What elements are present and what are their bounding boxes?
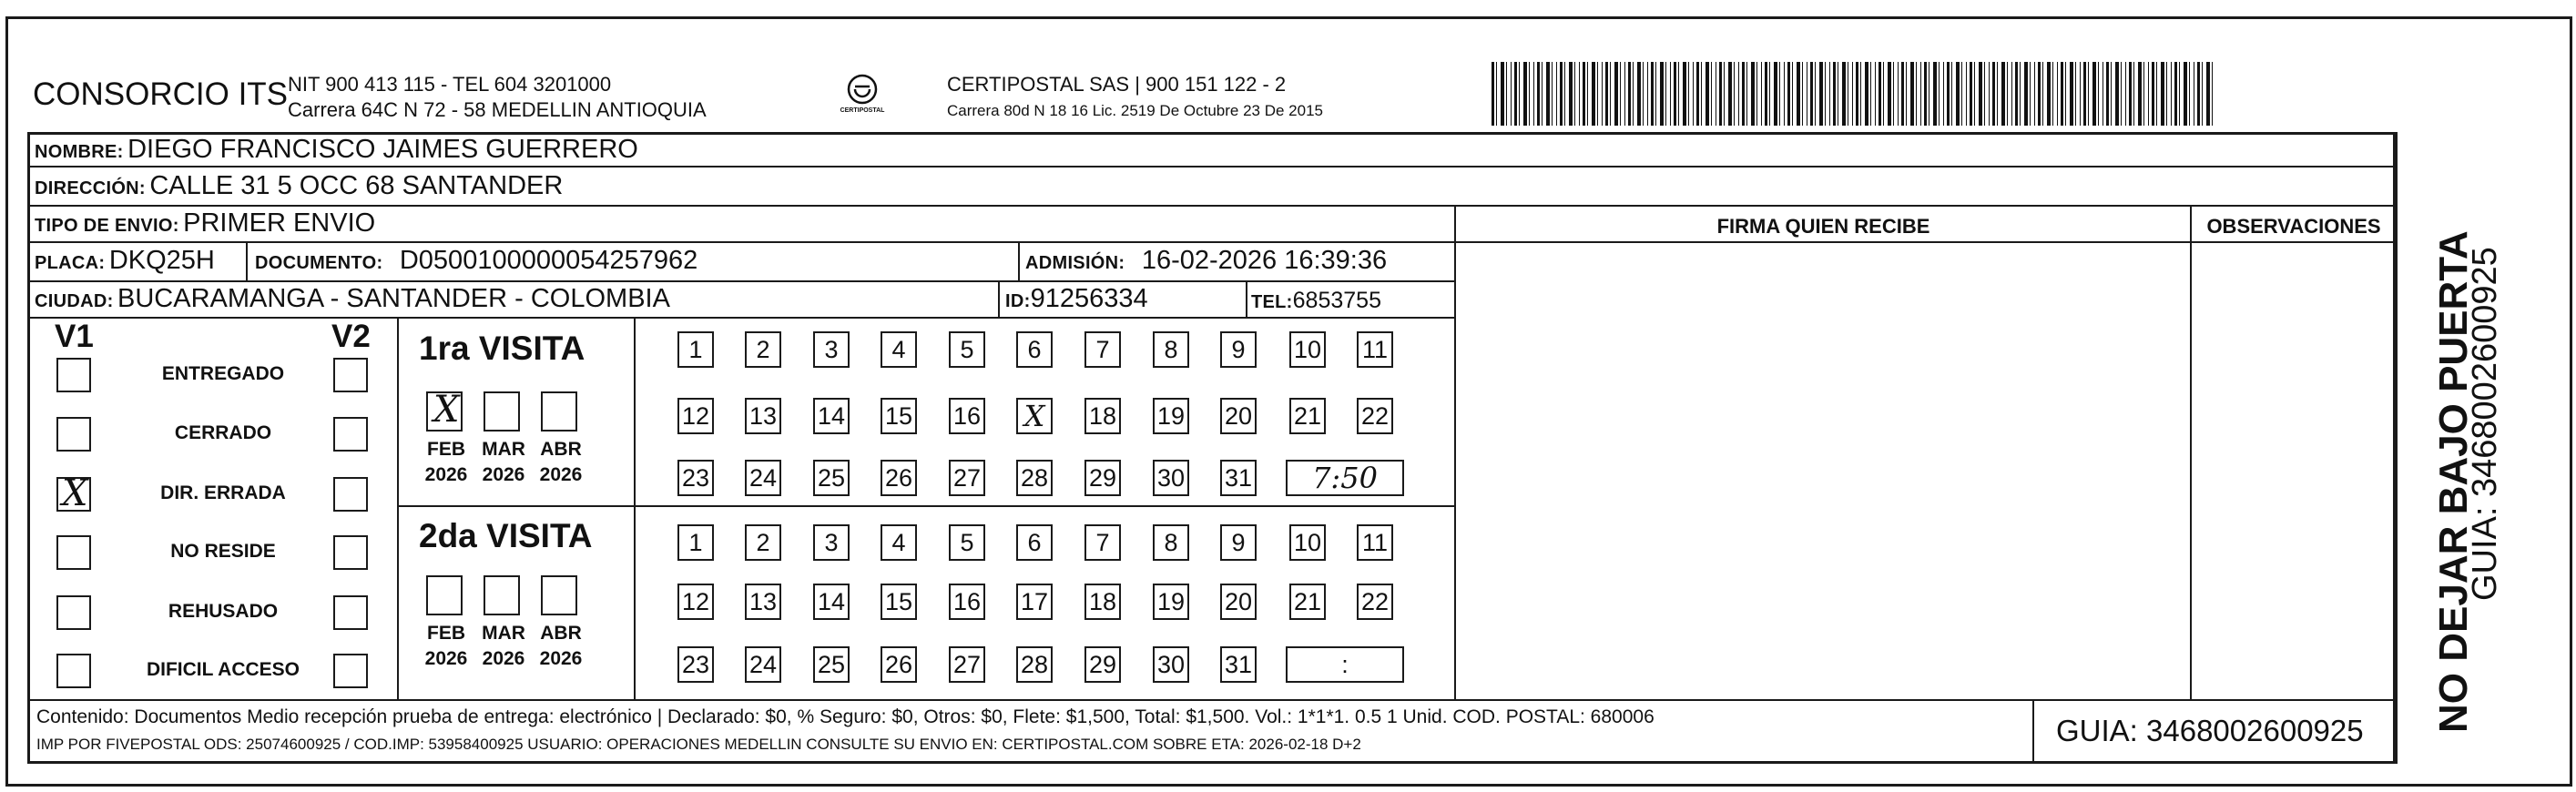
name-row <box>35 135 638 165</box>
day-number: 29 <box>1088 651 1117 678</box>
status-v1-checkbox[interactable] <box>56 535 91 570</box>
day-box[interactable] <box>677 584 714 620</box>
plate-label: PLACA: <box>35 253 106 273</box>
certipostal-logo <box>830 73 894 120</box>
month-label: FEB <box>427 439 465 460</box>
status-v1-checkbox[interactable] <box>56 472 91 514</box>
day-box[interactable] <box>1153 646 1189 683</box>
plate-value: DKQ25H <box>108 246 215 275</box>
rule <box>27 317 1454 319</box>
day-box[interactable] <box>1084 398 1121 434</box>
rule <box>27 241 2396 243</box>
city-value: BUCARAMANGA - SANTANDER - COLOMBIA <box>117 284 670 313</box>
day-number: 25 <box>817 464 846 492</box>
day-box[interactable] <box>745 646 781 683</box>
day-number: 2 <box>756 336 770 363</box>
day-number: 26 <box>884 464 913 492</box>
day-box[interactable] <box>1220 584 1257 620</box>
day-number: 13 <box>748 402 778 430</box>
month-checkbox[interactable] <box>541 391 577 432</box>
year-label: 2026 <box>482 648 525 669</box>
day-box[interactable] <box>745 398 781 434</box>
day-box[interactable] <box>949 584 985 620</box>
logo-caption: CERTIPOSTAL <box>840 107 885 114</box>
day-box[interactable] <box>881 524 917 561</box>
tel-label: TEL: <box>1251 292 1293 312</box>
rule <box>27 205 2396 207</box>
year-label: 2026 <box>539 648 583 669</box>
admission-value: 16-02-2026 16:39:36 <box>1141 246 1388 275</box>
day-box[interactable] <box>949 524 985 561</box>
day-number: 30 <box>1156 464 1186 492</box>
rule <box>1454 205 1456 701</box>
day-box[interactable] <box>745 331 781 368</box>
day-number: 23 <box>681 464 710 492</box>
day-number: 6 <box>1027 336 1042 363</box>
day-box[interactable] <box>1357 398 1393 434</box>
day-x-mark: X <box>1023 399 1045 433</box>
tel-value: 6853755 <box>1292 288 1381 313</box>
day-number: 8 <box>1164 529 1178 556</box>
day-box[interactable] <box>1016 460 1053 496</box>
day-box[interactable] <box>1153 584 1189 620</box>
day-box[interactable] <box>1153 398 1189 434</box>
rule <box>27 280 1454 282</box>
day-box[interactable] <box>949 398 985 434</box>
time-box[interactable] <box>1286 646 1404 683</box>
day-box[interactable] <box>813 460 850 496</box>
status-label: DIR. ERRADA <box>160 482 286 503</box>
day-number: 22 <box>1360 402 1390 430</box>
day-number: 4 <box>891 529 906 556</box>
day-number: 25 <box>817 651 846 678</box>
day-number: 7 <box>1095 336 1110 363</box>
day-box[interactable] <box>881 646 917 683</box>
day-number: 9 <box>1231 529 1246 556</box>
month-checkbox[interactable] <box>541 575 577 615</box>
document-value: D0500100000054257962 <box>399 246 698 275</box>
day-number: 10 <box>1293 336 1322 363</box>
day-box[interactable] <box>1357 331 1393 368</box>
day-box[interactable] <box>677 398 714 434</box>
day-number: 30 <box>1156 651 1186 678</box>
day-box[interactable] <box>1289 331 1326 368</box>
status-label: REHUSADO <box>168 601 279 622</box>
company-info-line1: NIT 900 413 115 - TEL 604 3201000 <box>288 73 612 96</box>
day-box[interactable] <box>1220 398 1257 434</box>
day-number: 15 <box>884 588 913 615</box>
status-v1-checkbox[interactable] <box>56 595 91 630</box>
month-x-mark: X <box>433 389 460 431</box>
day-box[interactable] <box>745 524 781 561</box>
barcode <box>1492 62 2216 126</box>
day-box[interactable] <box>1084 331 1121 368</box>
month-checkbox[interactable] <box>426 391 463 432</box>
status-label: CERRADO <box>174 422 272 443</box>
day-number: 16 <box>952 588 982 615</box>
rule <box>2032 699 2034 764</box>
time-box[interactable] <box>1286 460 1404 496</box>
rule <box>246 242 248 281</box>
day-number: 17 <box>1020 588 1049 615</box>
address-row <box>35 171 563 201</box>
rule <box>1246 280 1247 318</box>
month-label: MAR <box>482 623 525 644</box>
day-box[interactable] <box>1357 584 1393 620</box>
day-number: 1 <box>688 529 703 556</box>
recipient-name: DIEGO FRANCISCO JAIMES GUERRERO <box>127 135 638 164</box>
day-number: 23 <box>681 651 710 678</box>
day-number: 21 <box>1293 588 1322 615</box>
do-not-leave-warning: NO DEJAR BAJO PUERTA <box>2431 230 2476 733</box>
name-label: NOMBRE: <box>35 142 124 162</box>
day-number: 2 <box>756 529 770 556</box>
rule <box>397 317 399 700</box>
status-v1-checkbox[interactable] <box>56 417 91 452</box>
day-box[interactable] <box>1016 646 1053 683</box>
id-cell <box>1005 284 1148 314</box>
day-box[interactable] <box>1357 524 1393 561</box>
first-visit-title: 1ra VISITA <box>419 330 585 367</box>
status-label: ENTREGADO <box>161 363 285 384</box>
day-box[interactable] <box>677 460 714 496</box>
day-number: 14 <box>817 402 846 430</box>
day-number: 18 <box>1088 588 1117 615</box>
v2-header: V2 <box>331 319 371 354</box>
day-number: 3 <box>824 529 839 556</box>
day-number: 13 <box>748 588 778 615</box>
time-value: 7:50 <box>1312 461 1378 495</box>
status-v2-checkbox[interactable] <box>333 358 368 392</box>
checkbox-x-mark: X <box>62 472 88 514</box>
id-value: 91256334 <box>1030 284 1148 313</box>
day-box[interactable] <box>1220 524 1257 561</box>
day-box[interactable] <box>1220 331 1257 368</box>
day-box[interactable] <box>1084 460 1121 496</box>
tel-cell <box>1251 288 1381 314</box>
day-box[interactable] <box>1153 331 1189 368</box>
year-label: 2026 <box>424 648 468 669</box>
day-box[interactable] <box>1289 524 1326 561</box>
v1-header: V1 <box>55 319 94 354</box>
day-box[interactable] <box>813 331 850 368</box>
type-row <box>35 208 375 239</box>
day-number: 26 <box>884 651 913 678</box>
day-box[interactable] <box>1289 584 1326 620</box>
day-box[interactable] <box>677 331 714 368</box>
id-label: ID: <box>1005 291 1031 311</box>
rule <box>1018 242 1020 281</box>
day-number: 11 <box>1361 529 1389 556</box>
day-box[interactable] <box>677 646 714 683</box>
shipment-type: PRIMER ENVIO <box>183 208 376 238</box>
footer-print-line: IMP POR FIVEPOSTAL ODS: 25074600925 / COD.IMP: 53958400925 USUARIO: OPERACIONES MEDELLIN CONSULTE SU ENVIO EN: CERTIPOSTAL.COM SOBRE ETA: 2026-02-18 D+2 <box>36 736 1361 753</box>
day-box[interactable] <box>813 646 850 683</box>
rule <box>397 505 1454 507</box>
day-box[interactable] <box>881 331 917 368</box>
year-label: 2026 <box>539 464 583 485</box>
status-v1-checkbox[interactable] <box>56 358 91 392</box>
day-number: 28 <box>1020 464 1049 492</box>
rule <box>2396 132 2398 764</box>
day-number: 22 <box>1360 588 1390 615</box>
status-v1-checkbox[interactable] <box>56 654 91 688</box>
month-label: FEB <box>427 623 465 644</box>
day-box[interactable] <box>813 398 850 434</box>
status-v2-checkbox[interactable] <box>333 654 368 688</box>
day-number: 21 <box>1293 402 1322 430</box>
day-box[interactable] <box>949 646 985 683</box>
day-number: 28 <box>1020 651 1049 678</box>
day-box[interactable] <box>1153 460 1189 496</box>
day-box[interactable] <box>1220 646 1257 683</box>
day-number: 10 <box>1293 529 1322 556</box>
day-box[interactable] <box>745 460 781 496</box>
carrier-info-line2: Carrera 80d N 18 16 Lic. 2519 De Octubre 23 De 2015 <box>947 102 1323 119</box>
day-box[interactable] <box>1084 584 1121 620</box>
month-checkbox[interactable] <box>484 575 520 615</box>
rule <box>27 699 2396 701</box>
address-label: DIRECCIÓN: <box>35 178 146 198</box>
day-number: 15 <box>884 402 913 430</box>
day-box[interactable] <box>949 331 985 368</box>
recipient-address: CALLE 31 5 OCC 68 SANTANDER <box>149 171 564 200</box>
day-number: 3 <box>824 336 839 363</box>
status-v2-checkbox[interactable] <box>333 535 368 570</box>
footer-guia: GUIA: 3468002600925 <box>2056 714 2364 747</box>
plate-cell <box>35 246 215 276</box>
time-value: : <box>1341 651 1349 678</box>
day-number: 4 <box>891 336 906 363</box>
day-box[interactable] <box>1153 524 1189 561</box>
day-box[interactable] <box>1016 331 1053 368</box>
rule <box>27 166 2396 168</box>
day-box[interactable] <box>949 460 985 496</box>
month-checkbox[interactable] <box>484 391 520 432</box>
day-number: 19 <box>1156 588 1186 615</box>
day-box[interactable] <box>813 584 850 620</box>
status-v2-checkbox[interactable] <box>333 417 368 452</box>
day-number: 6 <box>1027 529 1042 556</box>
document-label: DOCUMENTO: <box>255 253 383 273</box>
month-checkbox[interactable] <box>426 575 463 615</box>
status-label: DIFICIL ACCESO <box>146 659 300 680</box>
status-v2-checkbox[interactable] <box>333 477 368 512</box>
day-box[interactable] <box>1084 646 1121 683</box>
rule <box>634 317 636 700</box>
day-number: 16 <box>952 402 982 430</box>
status-v2-checkbox[interactable] <box>333 595 368 630</box>
admission-label: ADMISIÓN: <box>1025 253 1125 273</box>
side-guia: GUIA: 3468002600925 <box>2466 247 2504 601</box>
day-number: 24 <box>748 464 778 492</box>
city-cell <box>35 284 670 314</box>
day-number: 27 <box>952 464 982 492</box>
day-box[interactable] <box>677 524 714 561</box>
day-number: 7 <box>1095 529 1110 556</box>
day-box[interactable] <box>1084 524 1121 561</box>
day-number: 20 <box>1224 588 1253 615</box>
day-box[interactable] <box>813 524 850 561</box>
signature-header: FIRMA QUIEN RECIBE <box>1716 215 1930 238</box>
day-box[interactable] <box>881 398 917 434</box>
day-box[interactable] <box>881 584 917 620</box>
day-number: 29 <box>1088 464 1117 492</box>
status-label: NO RESIDE <box>170 541 276 562</box>
day-box[interactable] <box>1016 584 1053 620</box>
observations-header: OBSERVACIONES <box>2206 215 2381 238</box>
day-box[interactable] <box>1220 460 1257 496</box>
document-cell <box>255 246 697 276</box>
day-number: 5 <box>960 529 974 556</box>
company-info-line2: Carrera 64C N 72 - 58 MEDELLIN ANTIOQUIA <box>288 98 707 121</box>
second-visit-title: 2da VISITA <box>419 517 593 554</box>
carrier-info-line1: CERTIPOSTAL SAS | 900 151 122 - 2 <box>947 73 1287 96</box>
day-number: 31 <box>1224 464 1253 492</box>
day-number: 14 <box>817 588 846 615</box>
day-number: 31 <box>1224 651 1253 678</box>
day-number: 24 <box>748 651 778 678</box>
day-number: 5 <box>960 336 974 363</box>
year-label: 2026 <box>424 464 468 485</box>
month-label: MAR <box>482 439 525 460</box>
month-label: ABR <box>540 439 582 460</box>
day-box[interactable] <box>881 460 917 496</box>
day-box[interactable] <box>1016 524 1053 561</box>
day-box[interactable] <box>745 584 781 620</box>
year-label: 2026 <box>482 464 525 485</box>
day-number: 1 <box>688 336 703 363</box>
day-number: 18 <box>1088 402 1117 430</box>
month-label: ABR <box>540 623 582 644</box>
type-label: TIPO DE ENVIO: <box>35 216 179 236</box>
rule <box>2190 205 2192 701</box>
day-number: 19 <box>1156 402 1186 430</box>
day-number: 9 <box>1231 336 1246 363</box>
day-number: 27 <box>952 651 982 678</box>
day-number: 12 <box>681 402 710 430</box>
city-label: CIUDAD: <box>35 291 114 311</box>
day-box[interactable] <box>1289 398 1326 434</box>
day-number: 11 <box>1361 336 1389 363</box>
day-number: 20 <box>1224 402 1253 430</box>
admission-cell <box>1025 246 1387 276</box>
day-number: 8 <box>1164 336 1178 363</box>
rule <box>998 280 1000 318</box>
company-name: CONSORCIO ITS <box>33 76 289 112</box>
day-box[interactable] <box>1016 398 1053 434</box>
footer-content-line: Contenido: Documentos Medio recepción prueba de entrega: electrónico | Declarado: $0, % Seguro: $0, Otros: $0, Flete: $1,500, Total: $1,500. Vol.: 1*1*1. 0.5 1 Unid. COD. POSTAL: 680006 <box>36 706 1655 727</box>
day-number: 12 <box>681 588 710 615</box>
